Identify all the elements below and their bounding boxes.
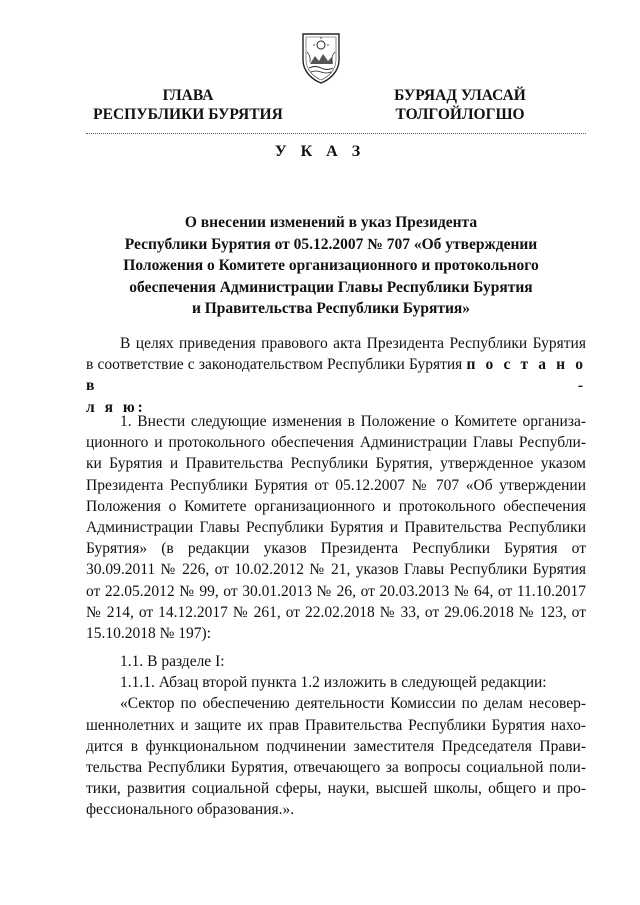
paragraph-line: Президента Республики Бурятия от 05.12.2007 № 707 «Об утверждении	[86, 476, 586, 494]
title-line: Республики Бурятия от 05.12.2007 № 707 «Об утверждении	[124, 235, 538, 253]
title-line: и Правительства Республики Бурятия»	[191, 300, 471, 317]
header-right-line1: БУРЯАД УЛАСАЙ	[394, 87, 526, 104]
header-divider	[86, 133, 586, 134]
paragraph-line: шеннолетних и защите их прав Правительства Республики Бурятия нахо-	[86, 716, 586, 734]
paragraph-line: от 22.05.2012 № 99, от 30.01.2013 № 26, от 20.03.2013 № 64, от 11.10.2017	[86, 582, 586, 600]
paragraph-line: тельства Республики Бурятия, отвечающего за вопросы социальной поли-	[86, 759, 586, 777]
header-left	[88, 86, 288, 124]
paragraph-line: ки Бурятия и Правительства Республики Бурятия, утвержденное указом	[86, 455, 586, 473]
paragraph-line: Бурятия» (в редакции указов Президента Республики Бурятия от	[86, 540, 586, 558]
title-line: О внесении изменений в указ Президента	[184, 214, 478, 231]
paragraph-line: 15.10.2018 № 197):	[86, 625, 212, 643]
paragraph-line: 1.1.1. Абзац второй пункта 1.2 изложить в следующей редакции:	[120, 674, 547, 692]
item-1-1-paragraph	[86, 651, 586, 821]
paragraph-line: фессионального образования.».	[86, 801, 295, 819]
coat-of-arms-emblem	[299, 30, 343, 84]
paragraph-line: «Сектор по обеспечению деятельности Комиссии по делам несовер-	[120, 695, 586, 713]
title-line: обеспечения Администрации Главы Республики Бурятия	[129, 278, 533, 296]
title-line: Положения о Комитете организационного и протокольного	[123, 257, 539, 274]
paragraph-line: тики, развития социальной сферы, науки, высшей школы, общего и про-	[86, 780, 586, 798]
paragraph-line: Администрации Главы Республики Бурятия и Правительства Республики	[86, 519, 586, 537]
decree-word: п о с т а н о в -	[86, 356, 586, 395]
paragraph-line: дится в функциональном подчинении заместителя Председателя Прави-	[86, 737, 586, 755]
header-left-line2: РЕСПУБЛИКИ БУРЯТИЯ	[93, 106, 283, 123]
preamble-line	[86, 354, 586, 396]
preamble-paragraph	[86, 333, 586, 418]
header-left-line1: ГЛАВА	[162, 87, 214, 104]
document-type: У К А З	[274, 143, 366, 160]
paragraph-line: ционного и протокольного обеспечения Администрации Главы Республи-	[86, 434, 586, 452]
preamble-line: В целях приведения правового акта Президента Республики Бурятия	[120, 335, 586, 352]
paragraph-line: 30.09.2011 № 226, от 10.02.2012 № 21, указов Главы Республики Бурятия	[86, 561, 586, 579]
paragraph-line: № 214, от 14.12.2017 № 261, от 22.02.2018 № 33, от 29.06.2018 № 123, от	[86, 603, 586, 621]
header-right	[360, 86, 560, 124]
paragraph-line: 1. Внести следующие изменения в Положение о Комитете организа-	[120, 413, 586, 430]
item-1-paragraph	[86, 411, 586, 644]
decree-word-end: л я ю:	[86, 398, 146, 416]
paragraph-line: 1.1. В разделе I:	[120, 653, 225, 670]
preamble-text: в соответствие с законодательством Республики Бурятия	[86, 356, 463, 374]
header-right-line2: ТОЛГОЙЛОГШО	[395, 106, 525, 123]
document-title	[96, 212, 566, 320]
paragraph-line: Положения о Комитете организационного и протокольного обеспечения	[86, 497, 586, 515]
